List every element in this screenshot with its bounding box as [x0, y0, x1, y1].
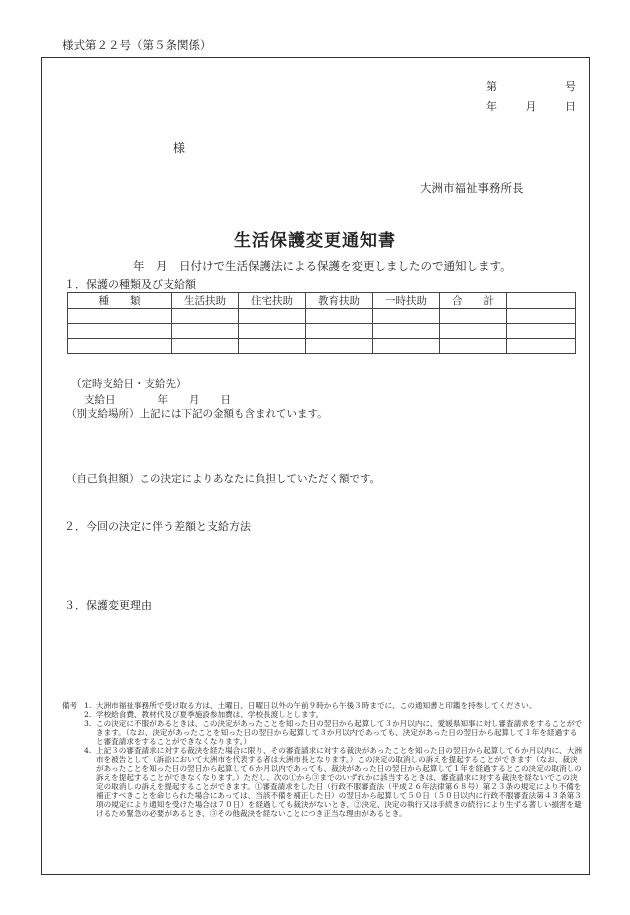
table-header: 生活扶助: [172, 293, 239, 309]
document-date: [486, 98, 576, 114]
note-item: [84, 710, 582, 719]
table-cell: [306, 309, 373, 324]
note-item: [84, 701, 582, 710]
note-item: [84, 746, 582, 818]
date-month: 月: [525, 100, 537, 113]
table-cell: [507, 309, 576, 324]
table-header: [507, 293, 576, 309]
table-cell: [440, 324, 507, 339]
table-header: 住宅扶助: [239, 293, 306, 309]
table-cell: [172, 324, 239, 339]
date-day: 日: [565, 100, 576, 113]
note-number: 3.: [84, 719, 92, 728]
table-cell: [172, 309, 239, 324]
table-cell: [306, 339, 373, 354]
section-3-heading: ３．保護変更理由: [64, 599, 152, 612]
table-row: [68, 309, 576, 324]
document-number-block: [486, 78, 576, 114]
note-text: 上記３の審査請求に対する裁決を経た場合に限り、その審査請求に対する裁決があったことを知った日の翌日から起算して６か月以内に、大洲市を被告として（訴訟において大洲市を代表する者は大洲市長となります。）この決定の取消しの訴えを提起することができます（なお、裁決があったことを知った日の翌日から起算して６か月以内であっても、裁決があった日の翌日から起算して１年を経過するとこの決定の取消しの訴えを提起することができなくなります。）ただし、次の①から③までのいずれかに該当するときは、審査請求に対する裁決を経ないでこの決定の取消しの訴えを提起することができます。①審査請求をした日（行政不服審査法（平成２６年法律第６８号）第２３条の規定により不備を補正すべきことを命じられた場合にあっては、当該不備を補正した日）の翌日から起算して５０日（５０日以内に行政不服審査法第４３条第３項の規定により通知を受けた場合は７０日）を経過しても裁決がないとき、②決定、決定の執行又は手続きの続行により生ずる著しい損害を避けるため緊急の必要があるとき、③その他裁決を経ないことにつき正当な理由があるとき。: [96, 746, 582, 818]
table-cell: [440, 339, 507, 354]
table-header: 合 計: [440, 293, 507, 309]
regular-payment-label: （定時支給日・支給先）: [71, 378, 187, 390]
note-number: 4.: [84, 746, 92, 755]
table-row: [68, 339, 576, 354]
table-header-row: [68, 293, 576, 309]
table-cell: [68, 309, 172, 324]
payment-date-line: 支給日 年 月 日: [84, 394, 231, 406]
table-cell: [172, 339, 239, 354]
note-number: 2.: [84, 710, 92, 719]
assistance-table: [67, 292, 576, 354]
doc-no-suffix: 号: [565, 80, 576, 93]
notes-list: [62, 701, 582, 818]
table-cell: [440, 309, 507, 324]
separate-place-line: （別支給場所）上記には下記の金額も含まれています。: [66, 408, 328, 420]
table-row: [68, 324, 576, 339]
issuer-name: 大洲市福祉事務所長: [420, 181, 524, 195]
notes-block: [62, 701, 582, 818]
table-cell: [373, 309, 440, 324]
section-2-heading: ２．今回の決定に伴う差額と支給方法: [64, 520, 251, 533]
self-burden-line: （自己負担額）この決定によりあなたに負担していただく額です。: [66, 473, 381, 485]
table-header: 種 類: [68, 293, 172, 309]
table-header: 教育扶助: [306, 293, 373, 309]
table-cell: [373, 339, 440, 354]
table-cell: [68, 324, 172, 339]
notes-heading: 備考: [62, 701, 78, 710]
doc-no-prefix: 第: [486, 80, 497, 93]
date-year: 年: [486, 100, 497, 113]
table-header: 一時扶助: [373, 293, 440, 309]
lead-text: 年 月 日付けで生活保護法による保護を変更しましたので通知します。: [133, 259, 512, 273]
table-cell: [306, 324, 373, 339]
note-text: この決定に不服があるときは、この決定があったことを知った日の翌日から起算して３か月以内に、愛媛県知事に対し審査請求をすることができます。（なお、決定があったことを知った日の翌日から起算して３か月以内であっても、決定があった日の翌日から起算して１年を経過すると審査請求をすることができなくなります。）: [96, 719, 582, 746]
table-cell: [239, 309, 306, 324]
table-cell: [507, 339, 576, 354]
table-cell: [68, 339, 172, 354]
document-title: 生活保護変更通知書: [234, 231, 396, 251]
table-cell: [507, 324, 576, 339]
section-1-heading: １．保護の種類及び支給額: [64, 278, 196, 291]
table-cell: [373, 324, 440, 339]
note-number: 1.: [84, 701, 92, 710]
table-cell: [239, 324, 306, 339]
note-text: 学校給食費、教材代及び夏季施設参加費は、学校長渡しとします。: [96, 710, 324, 719]
table-cell: [239, 339, 306, 354]
form-number: 様式第２２号（第５条関係）: [62, 38, 212, 52]
note-text: 大洲市福祉事務所で受け取る方は、土曜日、日曜日以外の午前９時から午後３時までに、この通知書と印鑑を持参してください。: [96, 701, 537, 710]
note-item: [84, 719, 582, 746]
addressee-suffix: 様: [173, 141, 186, 155]
